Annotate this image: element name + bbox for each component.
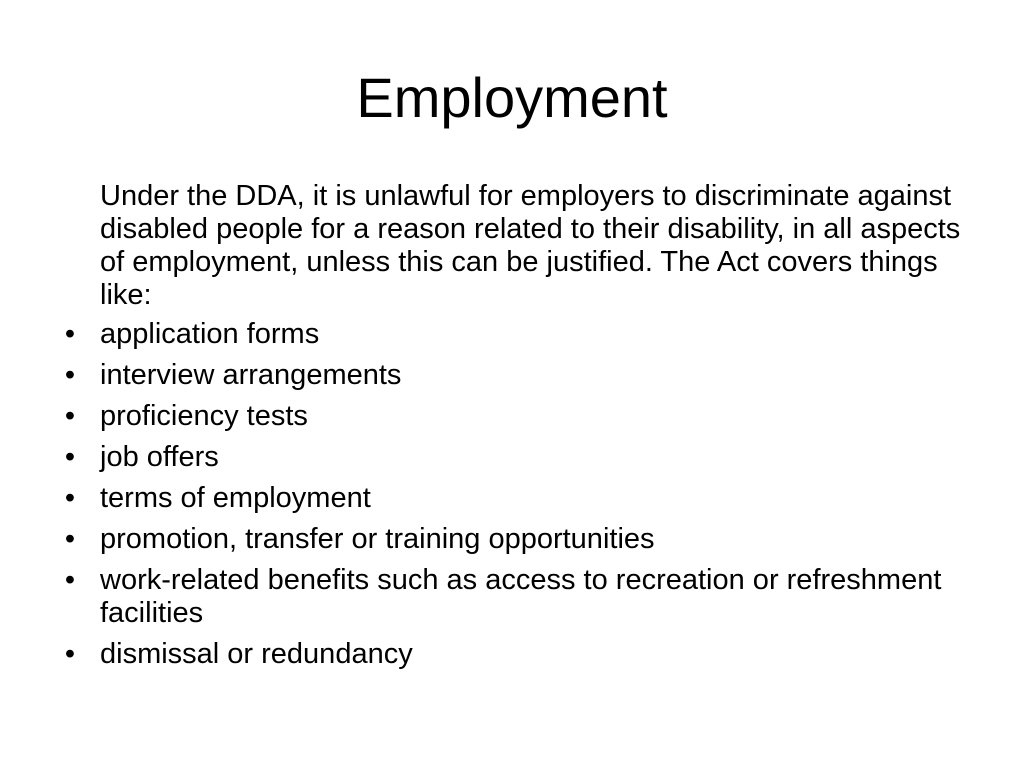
bullet-icon: • [64, 441, 76, 473]
list-item-text: promotion, transfer or training opportunities [100, 523, 655, 555]
intro-paragraph: Under the DDA, it is unlawful for employers to discriminate against disabled people for a reason related to their disability, in all aspects of employment, unless this can be justified. The Act covers things like: [100, 180, 961, 311]
bullet-icon: • [64, 482, 76, 514]
list-item [64, 441, 980, 474]
bullet-icon: • [64, 564, 76, 596]
bullet-icon: • [64, 523, 76, 555]
list-item [64, 318, 980, 351]
list-item-text: interview arrangements [100, 359, 402, 391]
list-item-text: application forms [100, 318, 320, 350]
bullet-icon: • [64, 359, 76, 391]
bullet-list [64, 318, 980, 671]
bullet-icon: • [64, 638, 76, 670]
list-item-text: proficiency tests [100, 400, 308, 432]
list-item-text: dismissal or redundancy [100, 638, 413, 670]
list-item [64, 564, 980, 630]
slide-body [64, 180, 980, 679]
list-item [64, 523, 980, 556]
bullet-icon: • [64, 318, 76, 350]
list-item-text: work-related benefits such as access to recreation or refreshment facilities [100, 564, 942, 629]
list-item [64, 400, 980, 433]
bullet-icon: • [64, 400, 76, 432]
list-item [64, 638, 980, 671]
list-item-text: terms of employment [100, 482, 371, 514]
list-item [64, 359, 980, 392]
list-item [64, 482, 980, 515]
slide-title: Employment [356, 66, 668, 129]
list-item-text: job offers [100, 441, 219, 473]
